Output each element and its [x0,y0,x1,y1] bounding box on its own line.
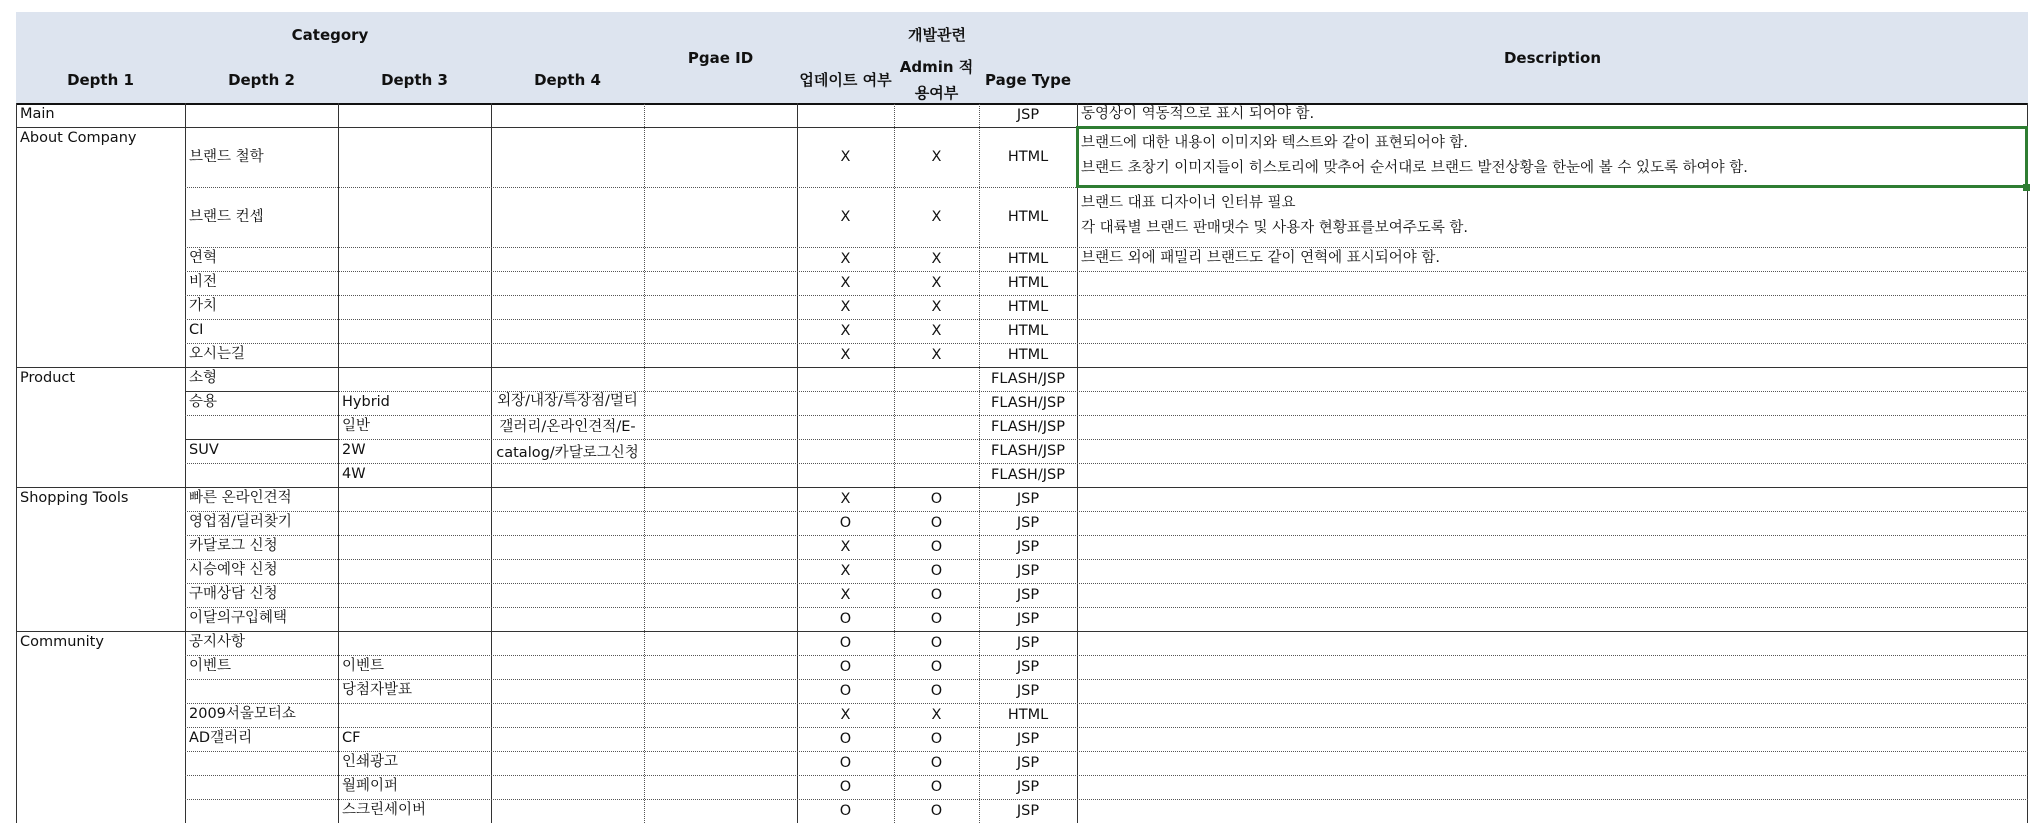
cell-depth1[interactable]: Main [20,106,55,122]
cell-depth1[interactable] [16,751,185,775]
cell-depth1[interactable] [16,535,185,559]
cell-depth3[interactable] [338,187,491,247]
cell-admin[interactable] [894,103,979,127]
cell-depth3[interactable]: Hybrid [342,394,390,410]
cell-admin[interactable]: O [930,563,943,579]
cell-description[interactable] [1077,655,2028,679]
cell-depth2[interactable] [185,751,338,775]
cell-depth1[interactable] [16,343,185,367]
cell-description[interactable] [1077,511,2028,535]
cell-depth2[interactable]: 소형 [189,370,218,386]
cell-depth3[interactable] [338,631,491,655]
cell-update[interactable]: X [840,491,851,507]
cell-description[interactable] [1077,319,2028,343]
cell-admin[interactable]: X [931,251,942,267]
description-line: 동영상이 역동적으로 표시 되어야 함. [1081,106,1315,122]
cell-description[interactable] [1077,343,2028,367]
cell-depth2[interactable] [185,463,338,487]
grid-line [644,12,645,823]
cell-depth2[interactable]: 영업점/딜러찾기 [189,514,292,530]
cell-page-type[interactable]: FLASH/JSP [991,419,1065,435]
cell-admin[interactable]: X [931,299,942,315]
cell-depth1[interactable] [16,775,185,799]
cell-update[interactable] [797,367,894,391]
cell-description[interactable] [1077,295,2028,319]
cell-depth2[interactable] [185,775,338,799]
cell-description[interactable] [1077,727,2028,751]
cell-depth3[interactable] [338,271,491,295]
cell-depth2[interactable]: 가치 [189,298,218,314]
cell-admin[interactable]: O [930,539,943,555]
cell-depth3[interactable] [338,703,491,727]
cell-depth3[interactable] [338,295,491,319]
header-depth4: Depth 4 [491,57,644,103]
cell-admin[interactable]: O [930,491,943,507]
cell-depth1[interactable] [16,727,185,751]
cell-depth1[interactable] [16,439,185,463]
cell-update[interactable]: X [840,539,851,555]
cell-description[interactable] [1077,415,2028,439]
cell-page-type[interactable]: JSP [1016,683,1040,699]
cell-depth2[interactable]: 이달의구입혜택 [189,610,288,626]
cell-page-type[interactable]: HTML [1007,323,1049,339]
cell-update[interactable]: O [839,635,852,651]
header-update: 업데이트 여부 [797,57,894,103]
cell-page-type[interactable]: JSP [1016,515,1040,531]
cell-update[interactable] [797,415,894,439]
cell-admin[interactable]: X [931,323,942,339]
cell-description[interactable] [1077,535,2028,559]
cell-admin[interactable]: O [930,611,943,627]
cell-depth3[interactable] [338,127,491,187]
cell-depth3[interactable]: 인쇄광고 [342,754,399,770]
cell-admin[interactable]: X [931,275,942,291]
cell-description[interactable] [1077,247,2028,271]
cell-page-type[interactable]: HTML [1007,347,1049,363]
cell-depth1[interactable]: Community [20,634,104,650]
cell-depth3[interactable]: 이벤트 [342,658,385,674]
cell-depth2[interactable]: 비전 [189,274,218,290]
cell-depth3[interactable] [338,511,491,535]
description-line: 각 대륙별 브랜드 판매댓수 및 사용자 현황표를보여주도록 함. [1081,220,1469,236]
header-page-id: Pgae ID [644,12,797,103]
cell-update[interactable]: X [840,323,851,339]
cell-depth1[interactable] [16,295,185,319]
cell-description[interactable] [1077,607,2028,631]
cell-admin[interactable] [894,391,979,415]
cell-admin[interactable]: O [930,635,943,651]
cell-depth2[interactable] [185,799,338,823]
cell-description[interactable] [1077,751,2028,775]
cell-depth1[interactable] [16,655,185,679]
cell-update[interactable]: O [839,683,852,699]
cell-depth3[interactable] [338,583,491,607]
cell-depth3[interactable] [338,367,491,391]
cell-update[interactable]: X [840,587,851,603]
cell-depth1[interactable] [16,559,185,583]
cell-depth1[interactable] [16,391,185,415]
cell-depth2[interactable]: 구매상담 신청 [189,586,278,602]
cell-admin[interactable]: X [931,149,942,165]
cell-depth2[interactable]: 브랜드 컨셉 [189,209,264,225]
cell-depth1[interactable] [16,319,185,343]
cell-depth3[interactable] [338,103,491,127]
cell-depth2[interactable]: 브랜드 철학 [189,149,264,165]
cell-depth2[interactable] [185,679,338,703]
cell-admin[interactable]: O [930,779,943,795]
cell-depth2[interactable]: 연혁 [189,250,218,266]
cell-depth1[interactable]: Shopping Tools [20,490,129,506]
cell-description[interactable] [1077,679,2028,703]
cell-description[interactable] [1077,583,2028,607]
cell-update[interactable]: X [840,563,851,579]
cell-depth3[interactable]: 월페이퍼 [342,778,399,794]
cell-update[interactable]: X [840,209,851,225]
header-depth2: Depth 2 [185,57,338,103]
cell-admin[interactable]: O [930,755,943,771]
cell-depth1[interactable] [16,415,185,439]
cell-page-type[interactable]: FLASH/JSP [991,395,1065,411]
header-description: Description [1077,12,2028,103]
cell-update[interactable]: O [839,731,852,747]
cell-depth2[interactable]: 빠른 온라인견적 [189,490,292,506]
cell-description[interactable] [1077,187,2028,247]
cell-page-type[interactable]: JSP [1016,779,1040,795]
cell-page-type[interactable]: HTML [1007,251,1049,267]
cell-depth2[interactable] [185,103,338,127]
cell-depth1[interactable]: About Company [20,130,137,146]
cell-page-type[interactable]: FLASH/JSP [991,371,1065,387]
description-line: 브랜드 초창기 이미지들이 히스토리에 맞추어 순서대로 브랜드 발전상황을 한눈에 볼 수 있도록 하여야 함. [1081,160,1748,176]
cell-page-type[interactable]: HTML [1007,209,1049,225]
cell-depth2[interactable]: 승용 [189,394,218,410]
cell-depth2[interactable]: 공지사항 [189,634,246,650]
cell-description[interactable] [1077,103,2028,127]
cell-page-type[interactable]: JSP [1016,587,1040,603]
cell-admin[interactable]: O [930,683,943,699]
cell-update[interactable] [797,439,894,463]
cell-update[interactable]: X [840,149,851,165]
cell-depth3[interactable]: 일반 [342,418,371,434]
cell-admin[interactable] [894,463,979,487]
header-page-type: Page Type [979,57,1077,103]
cell-page-type[interactable]: JSP [1016,803,1040,819]
cell-description[interactable] [1077,631,2028,655]
cell-description[interactable] [1077,271,2028,295]
cell-page-type[interactable]: HTML [1007,275,1049,291]
cell-depth2[interactable]: CI [189,322,204,338]
cell-depth3[interactable] [338,607,491,631]
cell-depth2[interactable]: 오시는길 [189,346,246,362]
description-line: 브랜드 대표 디자이너 인터뷰 필요 [1081,195,1296,211]
cell-depth1[interactable] [16,607,185,631]
cell-admin[interactable]: O [930,803,943,819]
cell-depth3[interactable] [338,487,491,511]
header-depth3: Depth 3 [338,57,491,103]
cell-update[interactable]: X [840,347,851,363]
description-line: 브랜드에 대한 내용이 이미지와 텍스트와 같이 표현되어야 함. [1081,135,1469,151]
cell-depth4-product[interactable]: 외장/내장/특장점/멀티갤러리/온라인견적/E-catalog/카달로그신청 [496,393,639,461]
cell-depth1[interactable] [16,463,185,487]
cell-depth2[interactable]: 이벤트 [189,658,232,674]
cell-page-type[interactable]: JSP [1016,635,1040,651]
cell-page-type[interactable]: JSP [1016,539,1040,555]
cell-page-type[interactable]: HTML [1007,149,1049,165]
cell-depth1[interactable] [16,703,185,727]
cell-depth1[interactable] [16,583,185,607]
cell-description[interactable] [1077,463,2028,487]
cell-update[interactable] [797,103,894,127]
cell-admin[interactable]: O [930,587,943,603]
cell-depth2[interactable]: SUV [189,442,219,458]
cell-admin[interactable]: O [930,659,943,675]
cell-admin[interactable]: O [930,515,943,531]
cell-page-type[interactable]: HTML [1007,707,1049,723]
cell-depth2[interactable]: 카달로그 신청 [189,538,278,554]
cell-depth2[interactable]: AD갤러리 [189,730,253,746]
cell-page-type[interactable]: FLASH/JSP [991,443,1065,459]
cell-page-type[interactable]: JSP [1016,755,1040,771]
cell-depth3[interactable]: 당첨자발표 [342,682,413,698]
cell-update[interactable]: X [840,275,851,291]
cell-page-type[interactable]: JSP [1016,491,1040,507]
cell-admin[interactable]: X [931,347,942,363]
cell-page-type[interactable]: JSP [1016,563,1040,579]
cell-description[interactable] [1077,775,2028,799]
cell-depth1[interactable] [16,187,185,211]
fill-handle[interactable] [2023,184,2030,191]
cell-update[interactable] [797,463,894,487]
description-line: 브랜드 외에 패밀리 브랜드도 같이 연혁에 표시되어야 함. [1081,250,1441,266]
cell-admin[interactable]: X [931,209,942,225]
cell-depth3[interactable] [338,343,491,367]
cell-update[interactable]: O [839,755,852,771]
cell-description[interactable] [1077,487,2028,511]
cell-depth1[interactable] [16,247,185,271]
cell-depth3[interactable] [338,535,491,559]
cell-update[interactable]: X [840,707,851,723]
cell-depth3[interactable] [338,319,491,343]
cell-description[interactable] [1077,439,2028,463]
cell-depth3[interactable]: 4W [342,466,366,482]
selected-cell-border [1076,126,2028,188]
cell-update[interactable] [797,391,894,415]
cell-admin[interactable] [894,415,979,439]
cell-update[interactable]: O [839,515,852,531]
cell-update[interactable]: X [840,251,851,267]
cell-page-type[interactable]: JSP [1016,611,1040,627]
cell-depth3[interactable] [338,559,491,583]
cell-depth1[interactable]: Product [20,370,76,386]
cell-description[interactable] [1077,391,2028,415]
header-depth1: Depth 1 [16,57,185,103]
cell-description[interactable] [1077,559,2028,583]
cell-page-type[interactable]: HTML [1007,299,1049,315]
cell-depth3[interactable]: 스크린세이버 [342,802,427,818]
spreadsheet-table [16,12,2028,823]
cell-depth1[interactable] [16,271,185,295]
cell-admin[interactable] [894,439,979,463]
cell-update[interactable]: O [839,779,852,795]
cell-page-type[interactable]: JSP [1016,107,1040,123]
header-admin: Admin 적용여부 [894,57,979,103]
cell-update[interactable]: O [839,803,852,819]
cell-depth3[interactable]: CF [342,730,361,746]
cell-page-type[interactable]: JSP [1016,731,1040,747]
cell-description[interactable] [1077,703,2028,727]
cell-admin[interactable] [894,367,979,391]
cell-depth2[interactable]: 2009서울모터쇼 [189,706,296,722]
cell-page-type[interactable]: FLASH/JSP [991,467,1065,483]
cell-depth3[interactable] [338,247,491,271]
cell-depth1[interactable] [16,679,185,703]
header-dev-group: 개발관련 [797,12,1077,57]
cell-update[interactable]: O [839,611,852,627]
cell-update[interactable]: X [840,299,851,315]
cell-description[interactable] [1077,799,2028,823]
cell-admin[interactable]: O [930,731,943,747]
cell-admin[interactable]: X [931,707,942,723]
cell-depth1[interactable] [16,799,185,823]
header-category: Category [16,12,644,57]
cell-description[interactable] [1077,367,2028,391]
cell-depth2[interactable]: 시승예약 신청 [189,562,278,578]
cell-update[interactable]: O [839,659,852,675]
cell-depth3[interactable]: 2W [342,442,366,458]
cell-depth1[interactable] [16,511,185,535]
cell-depth2[interactable] [185,415,338,439]
cell-page-type[interactable]: JSP [1016,659,1040,675]
